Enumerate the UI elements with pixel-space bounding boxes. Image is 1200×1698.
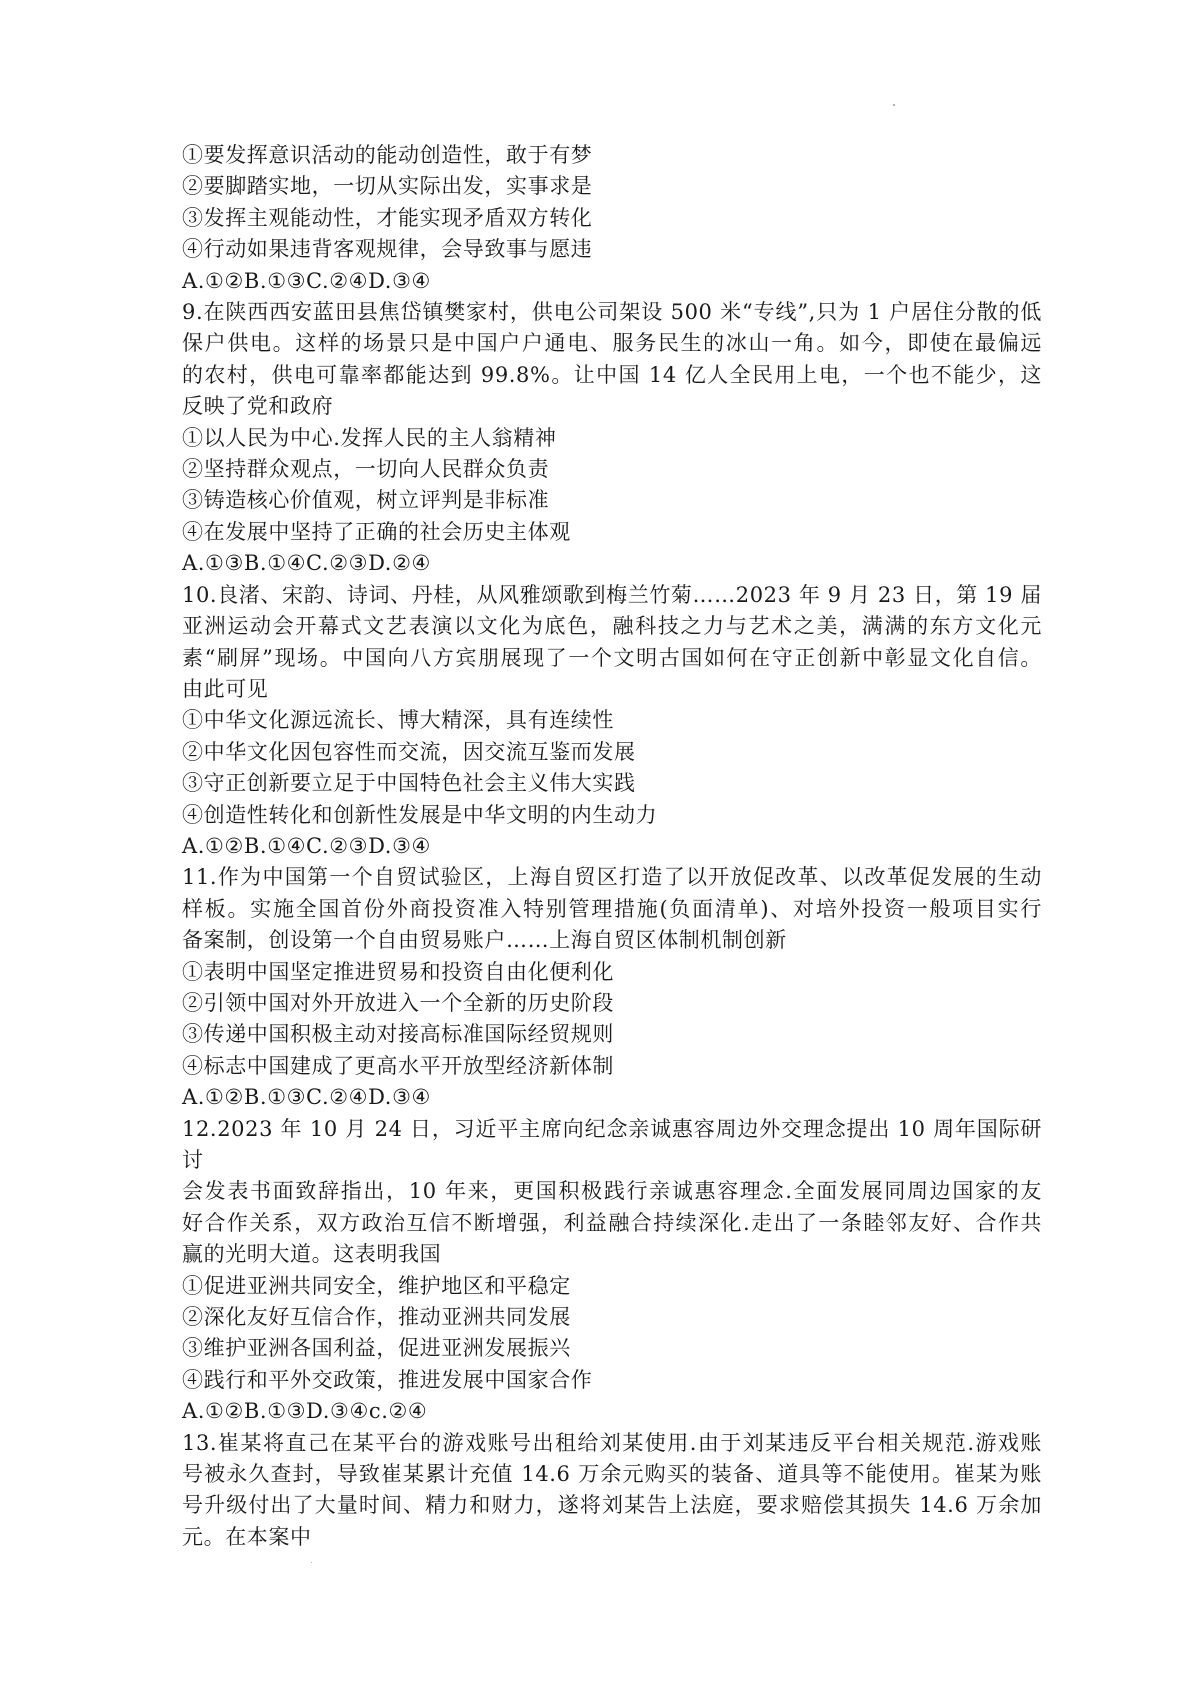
question-stem-line: 10.良渚、宋韵、诗词、丹桂，从风雅颂歌到梅兰竹菊……2023 年 9 月 23 日，第 19 届 bbox=[182, 582, 1042, 607]
option-1: ①要发挥意识活动的能动创造性，敢于有梦 bbox=[182, 143, 593, 167]
question-stem-line: 反映了党和政府 bbox=[182, 394, 334, 419]
question-10 bbox=[182, 580, 1042, 863]
option-2: ②中华文化因包容性而交流，因交流互鉴而发展 bbox=[182, 739, 636, 764]
option-1: ①中华文化源远流长、博大精深，具有连续性 bbox=[182, 708, 614, 733]
answer-choices: A.①③B.①④C.②③D.②④ bbox=[182, 551, 431, 576]
option-1: ①促进亚洲共同安全，维护地区和平稳定 bbox=[182, 1273, 571, 1298]
question-stem-line: 12.2023 年 10 月 24 日，习近平主席向纪念亲诚惠容周边外交理念提出 10 周年国际研讨 bbox=[182, 1116, 1042, 1172]
question-11 bbox=[182, 862, 1042, 1113]
question-stem-line: 9.在陕西西安蓝田县焦岱镇樊家村，供电公司架设 500 米“专线”,只为 1 户居住分散的低 bbox=[182, 300, 1042, 325]
option-4: ④行动如果违背客观规律，会导致事与愿违 bbox=[182, 237, 593, 262]
question-stem-line: 11.作为中国第一个自贸试验区，上海自贸区打造了以开放促改革、以改革促发展的生动 bbox=[182, 865, 1042, 890]
option-4: ④标志中国建成了更高水平开放型经济新体制 bbox=[182, 1053, 614, 1078]
question-stem-line: 赢的光明大道。这表明我国 bbox=[182, 1242, 442, 1267]
scan-speck-bottom bbox=[311, 1562, 312, 1563]
answer-choices: A.①②B.①③D.③④c.②④ bbox=[182, 1399, 428, 1424]
option-3: ③守正创新要立足于中国特色社会主义伟大实践 bbox=[182, 771, 636, 796]
option-3: ③发挥主观能动性，才能实现矛盾双方转化 bbox=[182, 205, 593, 230]
option-2: ②引领中国对外开放进入一个全新的历史阶段 bbox=[182, 990, 614, 1015]
option-2: ②深化友好互信合作，推动亚洲共同发展 bbox=[182, 1305, 571, 1330]
question-stem-line: 样板。实施全国首份外商投资准入特别管理措施(负面清单)、对培外投资一般项目实行 bbox=[182, 896, 1042, 921]
question-stem-line: 号被永久查封，导致崔某累计充值 14.6 万余元购买的装备、道具等不能使用。崔某为账 bbox=[182, 1462, 1042, 1487]
question-stem-line: 13.崔某将直己在某平台的游戏账号出租给刘某使用.由于刘某违反平台相关规范.游戏账 bbox=[182, 1430, 1042, 1455]
option-4: ④践行和平外交政策，推进发展中国家合作 bbox=[182, 1367, 593, 1392]
question-stem-line: 备案制，创设第一个自由贸易账户……上海自贸区体制机制创新 bbox=[182, 928, 787, 953]
question-12 bbox=[182, 1114, 1042, 1428]
exam-page bbox=[182, 140, 1042, 1553]
option-2: ②坚持群众观点，一切向人民群众负责 bbox=[182, 457, 550, 482]
question-13 bbox=[182, 1428, 1042, 1554]
question-stem-line: 好合作关系，双方政治互信不断增强，利益融合持续深化.走出了一条睦邻友好、合作共 bbox=[182, 1210, 1042, 1235]
question-stem-line: 亚洲运动会开幕式文艺表演以文化为底色，融科技之力与艺术之美，满满的东方文化元 bbox=[182, 614, 1042, 639]
question-9 bbox=[182, 297, 1042, 580]
option-4: ④创造性转化和创新性发展是中华文明的内生动力 bbox=[182, 802, 658, 827]
question-stem-line: 素“刷屏”现场。中国向八方宾朋展现了一个文明古国如何在守正创新中彰显文化自信。 bbox=[182, 645, 1042, 670]
option-4: ④在发展中坚持了正确的社会历史主体观 bbox=[182, 519, 571, 544]
answer-choices: A.①②B.①③C.②④D.③④ bbox=[182, 268, 431, 293]
question-stem-line: 会发表书面致辞指出，10 年来，更国积极践行亲诚惠容理念.全面发展同周边国家的友 bbox=[182, 1179, 1042, 1204]
option-1: ①以人民为中心.发挥人民的主人翁精神 bbox=[182, 425, 557, 450]
answer-choices: A.①②B.①④C.②③D.③④ bbox=[182, 833, 431, 858]
question-8 bbox=[182, 140, 1042, 297]
scan-speck-top bbox=[893, 104, 895, 106]
option-2: ②要脚踏实地，一切从实际出发，实事求是 bbox=[182, 174, 593, 199]
option-3: ③维护亚洲各国利益，促进亚洲发展振兴 bbox=[182, 1336, 571, 1361]
answer-choices: A.①②B.①③C.②④D.③④ bbox=[182, 1085, 431, 1110]
option-3: ③铸造核心价值观，树立评判是非标准 bbox=[182, 488, 550, 513]
question-stem-line: 号升级付出了大量时间、精力和财力，遂将刘某告上法庭，要求赔偿其损失 14.6 万余加 bbox=[182, 1493, 1042, 1518]
question-stem-line: 的农村，供电可靠率都能达到 99.8%。让中国 14 亿人全民用上电，一个也不能少，这 bbox=[182, 362, 1042, 387]
option-1: ①表明中国坚定推进贸易和投资自由化便利化 bbox=[182, 959, 614, 984]
question-stem-line: 由此可见 bbox=[182, 676, 269, 701]
question-stem-line: 保户供电。这样的场景只是中国户户通电、服务民生的冰山一角。如今，即使在最偏远 bbox=[182, 331, 1042, 356]
question-stem-line: 元。在本案中 bbox=[182, 1524, 312, 1549]
option-3: ③传递中国积极主动对接高标准国际经贸规则 bbox=[182, 1022, 614, 1047]
